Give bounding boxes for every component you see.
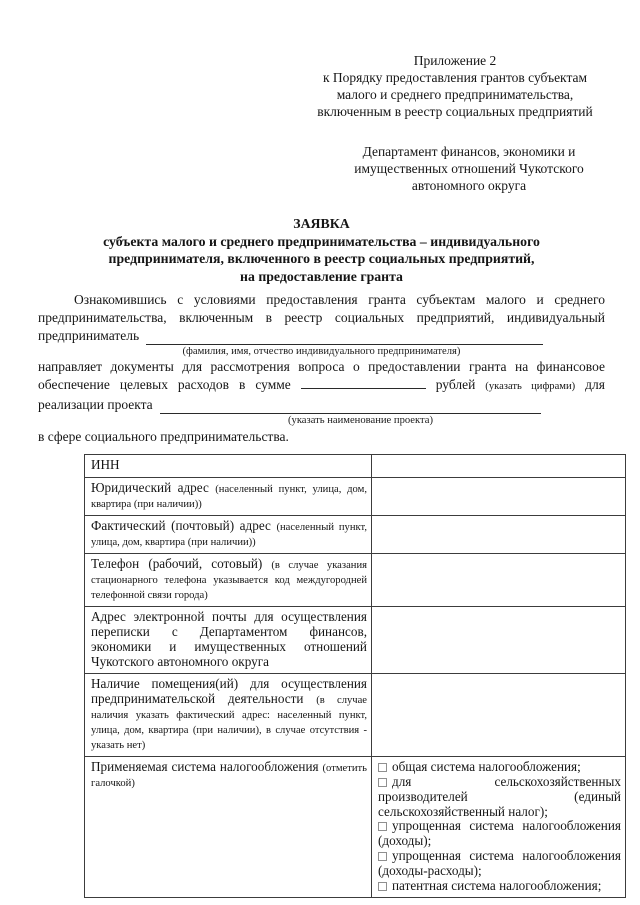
tax-option-label: упрощенная система налогообложения (доходы-расходы);	[378, 847, 621, 878]
table-row-email	[85, 607, 626, 674]
tax-option	[378, 849, 621, 879]
title-line: предпринимателя, включенного в реестр социальных предприятий,	[108, 251, 535, 267]
appendix-line: Приложение 2	[413, 53, 497, 68]
row-label-cell	[85, 607, 372, 674]
title-line: субъекта малого и среднего предпринимательства – индивидуального	[103, 233, 540, 249]
project-caption: (указать наименование проекта)	[288, 415, 433, 427]
row-label: ИНН	[91, 457, 120, 473]
table-row-phone	[85, 554, 626, 607]
tax-options-cell	[372, 757, 626, 898]
addressee-line: автономного округа	[411, 178, 527, 193]
row-label-cell	[85, 674, 372, 757]
intro-text-2-lead: направляет документы для рассмотрения вопроса о предоставлении гранта на финансовое обеспечение целевых расходов в сумме	[38, 359, 605, 393]
table-row-premises	[85, 674, 626, 757]
table-row-tax-system	[85, 757, 626, 898]
row-label-cell	[85, 757, 372, 898]
row-label-note: (в случае указания стационарного телефона указывается код междугородней телефонной связи города)	[91, 560, 367, 602]
amount-blank-field[interactable]	[301, 388, 426, 389]
title-line: ЗАЯВКА	[293, 216, 350, 231]
checkbox-icon[interactable]	[378, 778, 387, 787]
checkbox-icon[interactable]	[378, 882, 387, 891]
amount-note: (указать цифрами)	[485, 381, 576, 393]
row-label-cell	[85, 478, 372, 516]
row-value-cell[interactable]	[372, 478, 626, 516]
title-line: на предоставление гранта	[240, 268, 403, 284]
tax-option-label: патентная система налогообложения;	[392, 877, 602, 893]
row-value-cell[interactable]	[372, 607, 626, 674]
table-row-actual-address	[85, 516, 626, 554]
addressee-line: имущественных отношений Чукотского	[354, 161, 584, 176]
table-row-inn	[85, 455, 626, 478]
appendix-line: малого и среднего предпринимательства,	[336, 87, 574, 102]
row-label-note: (населенный пункт, улица, дом, квартира (при наличии))	[91, 522, 368, 549]
row-value-cell[interactable]	[372, 455, 626, 478]
row-label-cell	[85, 516, 372, 554]
row-label: Фактический (почтовый) адрес	[91, 518, 271, 534]
row-label-cell	[85, 554, 372, 607]
tax-option	[378, 760, 621, 775]
row-label: Применяемая система налогообложения	[91, 759, 319, 775]
row-value-cell[interactable]	[372, 516, 626, 554]
intro-text-3-lead: реализации проекта	[38, 397, 153, 413]
appendix-line: к Порядку предоставления грантов субъектам	[322, 70, 588, 85]
checkbox-icon[interactable]	[378, 852, 387, 861]
row-label: Юридический адрес	[91, 480, 209, 496]
fio-blank-field[interactable]	[146, 329, 543, 345]
tax-option-label: для сельскохозяйственных производителей (единый сельскохозяйственный налог);	[378, 773, 621, 819]
row-value-cell[interactable]	[372, 674, 626, 757]
tax-option	[378, 819, 621, 849]
addressee-block	[345, 143, 593, 194]
tax-option	[378, 879, 621, 894]
row-label-note: (в случае наличия указать фактический адрес: населенный пункт, улица, дом, квартира (при наличии), в случае отсутствия - указать нет)	[91, 695, 368, 752]
intro-paragraph	[38, 291, 605, 446]
row-label: Телефон (рабочий, сотовый)	[91, 556, 263, 572]
row-label: Наличие помещения(ий) для осуществления предпринимательской деятельности	[91, 676, 367, 707]
row-label-note: (населенный пункт, улица, дом, квартира (при наличии))	[91, 484, 367, 511]
row-label-note: (отметить галочкой)	[91, 763, 368, 790]
appendix-line: включенным в реестр социальных предприятий	[317, 104, 593, 119]
intro-text-rubles: рублей	[435, 377, 476, 393]
project-blank-field[interactable]	[160, 398, 541, 414]
row-label: Адрес электронной почты для осуществления переписки с Департаментом финансов, экономики и имущественных отношений Чукотского автономного округа	[91, 609, 367, 669]
row-value-cell[interactable]	[372, 554, 626, 607]
entrepreneur-name-line	[38, 327, 605, 345]
fio-caption: (фамилия, имя, отчество индивидуального предпринимателя)	[182, 346, 461, 358]
checkbox-icon[interactable]	[378, 763, 387, 772]
intro-text-1: Ознакомившись с условиями предоставления гранта субъектам малого и среднего предпринимательства, включенным в реестр социальных предприятий, индивидуальный	[38, 292, 605, 326]
intro-text-for: для	[585, 377, 605, 393]
document-title	[38, 215, 605, 285]
table-row-legal-address	[85, 478, 626, 516]
application-table	[84, 454, 626, 898]
intro-text-4: в сфере социального предпринимательства.	[38, 429, 289, 445]
intro-text-tail: предприниматель	[38, 328, 140, 344]
tax-option-label: общая система налогообложения;	[392, 759, 581, 775]
tax-option	[378, 775, 621, 819]
project-name-line	[38, 396, 605, 414]
intro-text-2	[38, 358, 605, 396]
row-label-cell	[85, 455, 372, 478]
appendix-block	[305, 52, 605, 120]
addressee-line: Департамент финансов, экономики и	[362, 144, 576, 159]
checkbox-icon[interactable]	[378, 822, 387, 831]
tax-option-label: упрощенная система налогообложения (доходы);	[378, 818, 621, 849]
